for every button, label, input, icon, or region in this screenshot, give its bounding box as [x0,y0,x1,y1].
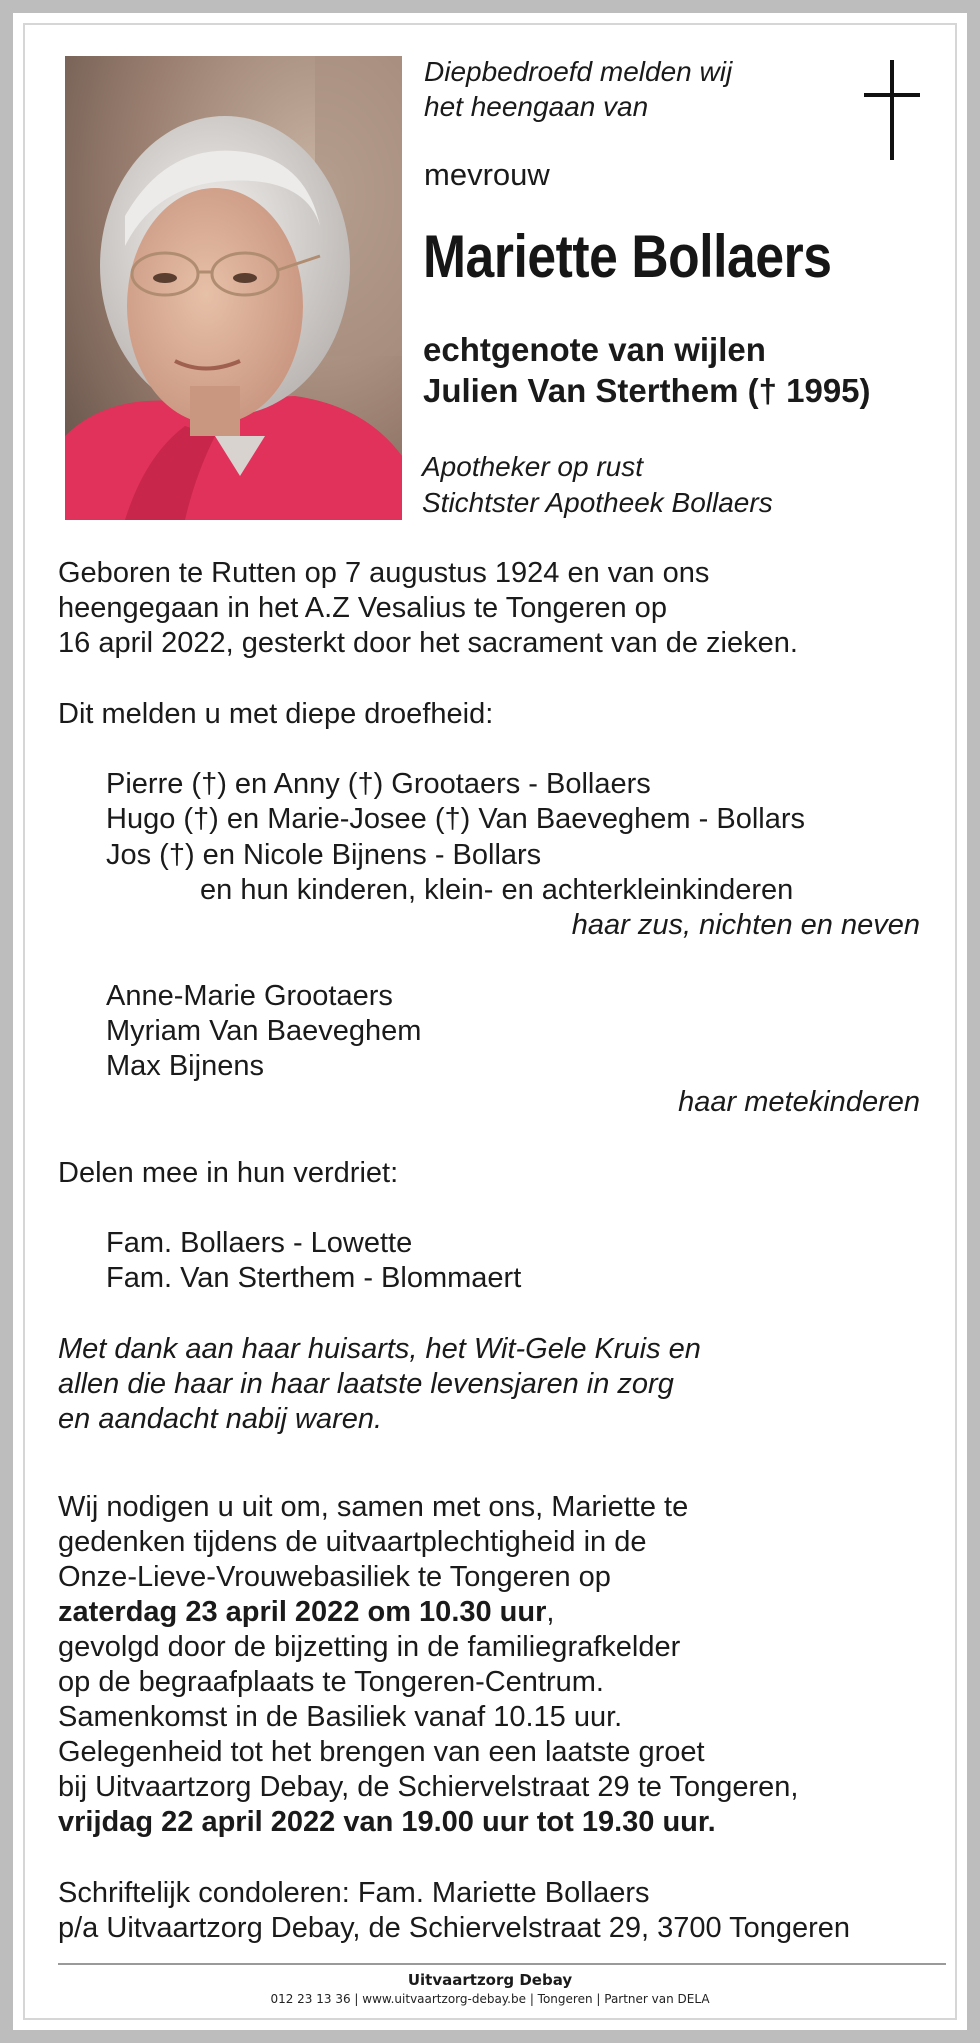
spouse-line-1: echtgenote van wijlen [423,331,766,368]
share-line-1: Fam. Bollaers - Lowette [106,1227,413,1259]
announce-text: Dit melden u met diepe droefheid: [58,698,494,730]
after-line-1: gevolgd door de bijzetting in de familiegrafkelder [58,1631,681,1663]
after-line-5: bij Uitvaartzorg Debay, de Schiervelstraat 29 te Tongeren, [58,1771,799,1803]
intro-line-1: Diepbedroefd melden wij [424,56,733,87]
family-line-1: Pierre (†) en Anny (†) Grootaers - Bollaers [106,768,651,800]
thanks-line-2: allen die haar in haar laatste levensjaren in zorg [58,1368,674,1400]
condolence-line-2: p/a Uitvaartzorg Debay, de Schiervelstraat 29, 3700 Tongeren [58,1912,851,1944]
after-line-2: op de begraafplaats te Tongeren-Centrum. [58,1666,604,1698]
profession-line-2: Stichtster Apotheek Bollaers [422,487,773,518]
spouse-line-2: Julien Van Sterthem († 1995) [423,372,871,409]
after-line-3: Samenkomst in de Basiliek vanaf 10.15 uur. [58,1701,623,1733]
family-line-3: Jos (†) en Nicole Bijnens - Bollars [106,839,542,871]
title: mevrouw [424,157,550,192]
family-relation: haar zus, nichten en neven [571,909,920,941]
funeral-date: zaterdag 23 april 2022 om 10.30 uur [58,1596,547,1628]
condolence-line-1: Schriftelijk condoleren: Fam. Mariette Bollaers [58,1877,650,1909]
cross-icon [864,60,920,160]
godchildren-relation: haar metekinderen [678,1086,920,1118]
share-line-2: Fam. Van Sterthem - Blommaert [106,1262,522,1294]
birth-line-1: Geboren te Rutten op 7 augustus 1924 en van ons [58,557,710,589]
footer-divider [58,1963,946,1965]
godchild-2: Myriam Van Baeveghem [106,1015,422,1047]
footer-company: Uitvaartzorg Debay [407,1971,573,1989]
after-line-4: Gelegenheid tot het brengen van een laatste groet [58,1736,705,1768]
family-children: en hun kinderen, klein- en achterkleinkinderen [200,874,794,906]
birth-line-3: 16 april 2022, gesterkt door het sacrament van de zieken. [58,627,798,659]
portrait-photo [65,56,402,520]
birth-line-2: heengegaan in het A.Z Vesalius te Tongeren op [58,592,667,624]
family-line-2: Hugo (†) en Marie-Josee (†) Van Baeveghem - Bollars [106,803,806,835]
profession-line-1: Apotheker op rust [422,451,644,482]
funeral-date-line [58,1595,554,1630]
thanks-line-1: Met dank aan haar huisarts, het Wit-Gele Kruis en [58,1333,701,1365]
invite-line-1: Wij nodigen u uit om, samen met ons, Mariette te [58,1491,689,1523]
invite-line-2: gedenken tijdens de uitvaartplechtigheid in de [58,1526,647,1558]
godchild-1: Anne-Marie Grootaers [106,980,393,1012]
funeral-date-suffix: , [546,1596,555,1628]
invite-line-3: Onze-Lieve-Vrouwebasiliek te Tongeren op [58,1561,611,1593]
intro-line-2: het heengaan van [424,91,649,122]
deceased-name: Mariette Bollaers [423,223,832,290]
footer-info: 012 23 13 36 | www.uitvaartzorg-debay.be | Tongeren | Partner van DELA [270,1992,710,2006]
thanks-line-3: en aandacht nabij waren. [58,1403,383,1435]
share-label: Delen mee in hun verdriet: [58,1157,399,1189]
visit-date: vrijdag 22 april 2022 van 19.00 uur tot 19.30 uur. [58,1806,716,1838]
godchild-3: Max Bijnens [106,1050,264,1082]
